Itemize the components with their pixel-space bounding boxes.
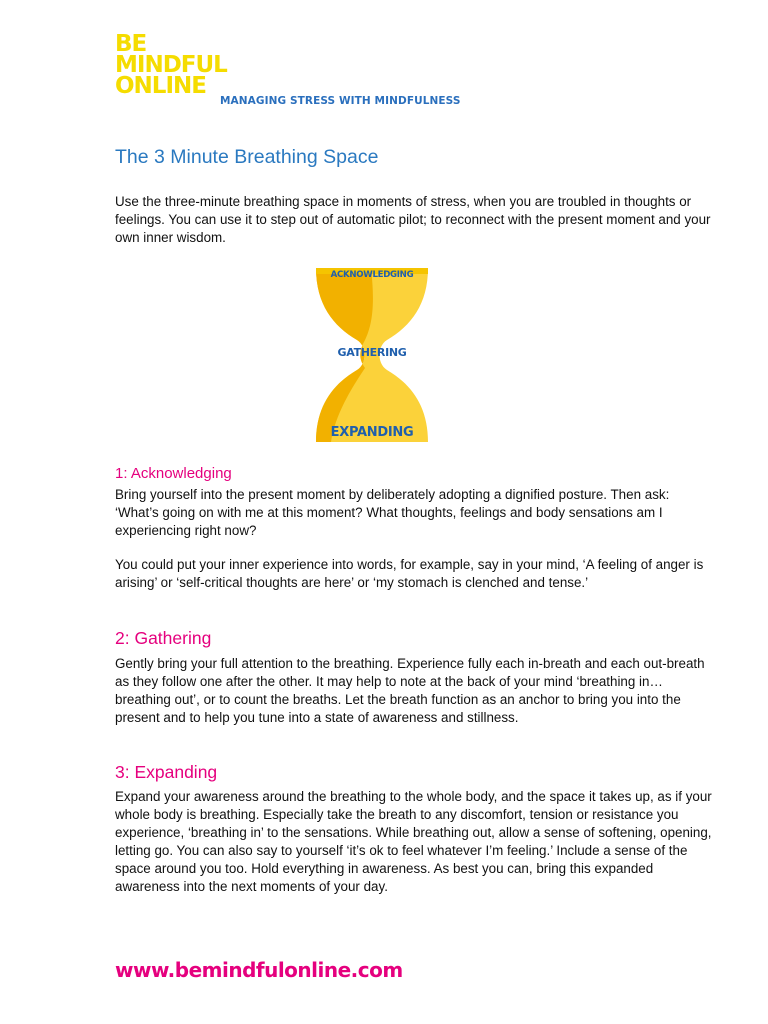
brand-logo: [115, 31, 227, 99]
section-acknowledging-paragraph-1: Bring yourself into the present moment by deliberately adopting a dignified posture. Then ask: ‘What’s going on with me at this moment? What thoughts, feelings and body sensations am I experiencing right now?: [115, 487, 670, 538]
section-heading-expanding: 3: Expanding: [115, 762, 218, 782]
hourglass-label-acknowledging: ACKNOWLEDGING: [330, 270, 414, 280]
hourglass-label-expanding: EXPANDING: [330, 425, 414, 440]
hourglass-label-gathering: GATHERING: [337, 346, 407, 359]
hourglass-diagram: [313, 264, 431, 446]
section-heading-gathering: 2: Gathering: [115, 628, 212, 648]
intro-paragraph: Use the three-minute breathing space in moments of stress, when you are troubled in thoughts or feelings. You can use it to step out of automatic pilot; to reconnect with the present moment and your own inner wisdom.: [115, 194, 711, 245]
brand-tagline: MANAGING STRESS WITH MINDFULNESS: [220, 95, 461, 107]
section-acknowledging-paragraph-2: You could put your inner experience into words, for example, say in your mind, ‘A feeling of anger is arising’ or ‘self-critical thoughts are here’ or ‘my stomach is clenched and tense.’: [115, 557, 704, 590]
section-expanding-paragraph: Expand your awareness around the breathing to the whole body, and the space it takes up, as if your whole body is breathing. Especially take the breath to any discomfort, tension or resistance you experience, ‘breathing in’ to the sensations. While breathing out, allow a sense of softening, opening, letting go. You can also say to yourself ‘it’s ok to feel whatever I’m feeling.’ Include a sense of the space around you too. Hold everything in awareness. As best you can, bring this expanded awareness into the next moments of your day.: [115, 789, 712, 894]
logo-line-mindful: MINDFUL: [115, 52, 227, 78]
logo-line-online: ONLINE: [115, 73, 206, 99]
footer-website-link[interactable]: www.bemindfulonline.com: [115, 958, 403, 982]
section-gathering-paragraph: Gently bring your full attention to the breathing. Experience fully each in-breath and each out-breath as they follow one after the other. It may help to note at the back of your mind ‘breathing in…breathing out’, or to count the breaths. Let the breath function as an anchor to bring you into the present and to help you tune into a state of awareness and stillness.: [115, 656, 705, 725]
logo-line-be: BE: [115, 31, 147, 57]
section-heading-acknowledging: 1: Acknowledging: [115, 465, 232, 482]
page-title: The 3 Minute Breathing Space: [115, 146, 379, 168]
